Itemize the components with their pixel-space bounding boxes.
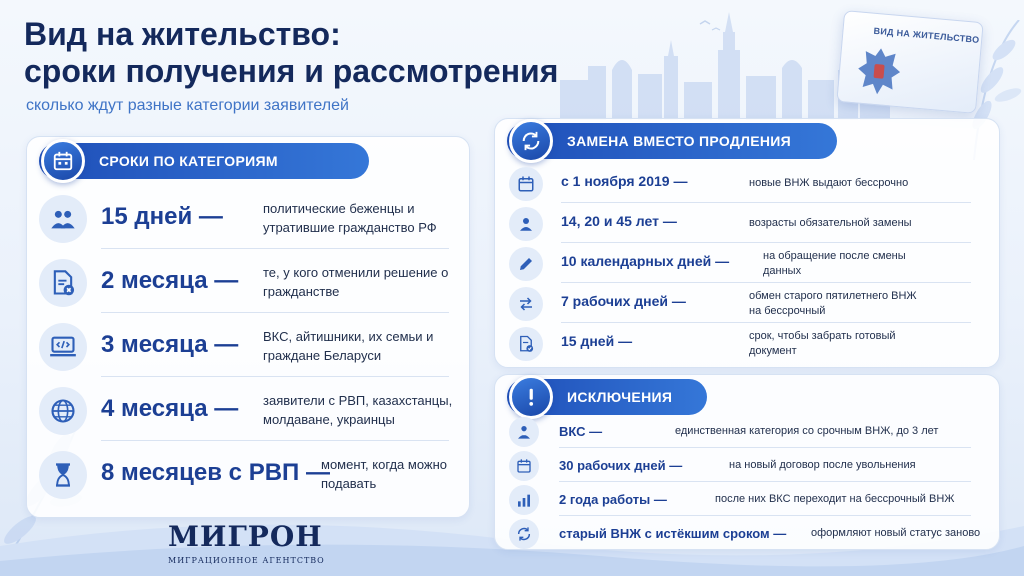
replacement-row bbox=[509, 163, 989, 203]
category-period: 2 месяца — bbox=[101, 267, 239, 294]
exceptions-panel-title: ИСКЛЮЧЕНИЯ bbox=[567, 389, 673, 405]
replacement-panel-title: ЗАМЕНА ВМЕСТО ПРОДЛЕНИЯ bbox=[567, 133, 792, 149]
replacement-term: 7 рабочих дней — bbox=[561, 293, 686, 309]
replacement-description: новые ВНЖ выдают бессрочно bbox=[749, 177, 909, 189]
categories-panel-header bbox=[39, 143, 369, 179]
exception-row bbox=[509, 483, 989, 515]
title-line-1: Вид на жительство: bbox=[24, 16, 341, 52]
categories-panel bbox=[26, 136, 470, 518]
globe-icon bbox=[39, 387, 87, 435]
row-divider bbox=[101, 376, 449, 377]
categories-panel-title: СРОКИ ПО КАТЕГОРИЯМ bbox=[99, 153, 278, 169]
residence-permit-card-illustration bbox=[836, 10, 983, 114]
category-description: заявители с РВП, казахстанцы, молдаване, украинцы bbox=[263, 393, 453, 427]
people-icon bbox=[39, 195, 87, 243]
exception-row bbox=[509, 449, 989, 481]
row-divider bbox=[559, 481, 971, 482]
category-description: ВКС, айтишники, их семьи и граждане Беларуси bbox=[263, 329, 434, 363]
exception-term: 2 года работы — bbox=[559, 492, 667, 507]
exception-description: на новый договор после увольнения bbox=[729, 459, 916, 471]
replacement-row bbox=[509, 323, 989, 363]
category-description: момент, когда можно подавать bbox=[321, 457, 448, 491]
person-icon bbox=[509, 207, 543, 241]
category-description: те, у кого отменили решение о гражданстве bbox=[263, 265, 449, 299]
specialist-icon bbox=[509, 417, 539, 447]
exception-row bbox=[509, 517, 989, 549]
category-row bbox=[39, 251, 459, 311]
replacement-term: с 1 ноября 2019 — bbox=[561, 173, 688, 189]
exclamation-icon bbox=[509, 375, 553, 419]
replacement-term: 10 календарных дней — bbox=[561, 253, 730, 269]
brand-logo: МИГРОН bbox=[168, 520, 323, 553]
replacement-term: 14, 20 и 45 лет — bbox=[561, 213, 677, 229]
emblem-icon bbox=[852, 42, 907, 102]
page-subtitle: сколько ждут разные категории заявителей bbox=[26, 97, 349, 114]
replacement-panel bbox=[494, 118, 1000, 368]
exception-description: оформляют новый статус заново bbox=[811, 527, 981, 539]
category-row bbox=[39, 379, 459, 439]
row-divider bbox=[101, 440, 449, 441]
category-row bbox=[39, 315, 459, 375]
category-description: политические беженцы и утратившие гражданство РФ bbox=[263, 201, 437, 235]
calendar-icon bbox=[509, 167, 543, 201]
category-period: 4 месяца — bbox=[101, 395, 239, 422]
brand-tagline: МИГРАЦИОННОЕ АГЕНТСТВО bbox=[168, 556, 325, 565]
replacement-row bbox=[509, 203, 989, 243]
replacement-row bbox=[509, 283, 989, 323]
laptop-code-icon bbox=[39, 323, 87, 371]
category-period: 3 месяца — bbox=[101, 331, 239, 358]
replacement-description: обмен старого пятилетнего ВНЖ на бессрочный bbox=[749, 290, 917, 317]
refresh-icon bbox=[509, 119, 553, 163]
title-line-2: сроки получения и рассмотрения bbox=[24, 53, 559, 89]
exception-term: ВКС — bbox=[559, 424, 603, 439]
card-title: ВИД НА ЖИТЕЛЬСТВО bbox=[873, 25, 980, 45]
category-period: 8 месяцев с РВП — bbox=[101, 459, 330, 486]
pencil-icon bbox=[509, 247, 543, 281]
hourglass-icon bbox=[39, 451, 87, 499]
exception-row bbox=[509, 415, 989, 447]
row-divider bbox=[101, 312, 449, 313]
row-divider bbox=[559, 515, 971, 516]
category-row bbox=[39, 443, 459, 503]
calendar-icon bbox=[41, 139, 85, 183]
document-check-icon bbox=[509, 327, 543, 361]
calendar-icon bbox=[509, 451, 539, 481]
replacement-description: срок, чтобы забрать готовый документ bbox=[749, 330, 896, 357]
exception-term: 30 рабочих дней — bbox=[559, 458, 683, 473]
replacement-term: 15 дней — bbox=[561, 333, 633, 349]
replacement-row bbox=[509, 243, 989, 283]
category-period: 15 дней — bbox=[101, 203, 223, 230]
exception-description: после них ВКС переходит на бессрочный ВНЖ bbox=[715, 493, 955, 505]
replacement-description: возрасты обязательной замены bbox=[749, 217, 912, 229]
row-divider bbox=[559, 447, 971, 448]
document-cancel-icon bbox=[39, 259, 87, 307]
page-title bbox=[24, 16, 558, 90]
row-divider bbox=[101, 248, 449, 249]
bar-chart-icon bbox=[509, 485, 539, 515]
replacement-panel-header bbox=[507, 123, 837, 159]
swap-icon bbox=[509, 287, 543, 321]
exceptions-panel bbox=[494, 374, 1000, 550]
category-row bbox=[39, 187, 459, 247]
refresh-icon bbox=[509, 519, 539, 549]
replacement-description: на обращение после смены данных bbox=[763, 250, 906, 277]
exception-term: старый ВНЖ с истёкшим сроком — bbox=[559, 526, 787, 541]
exception-description: единственная категория со срочным ВНЖ, до 3 лет bbox=[675, 425, 939, 437]
